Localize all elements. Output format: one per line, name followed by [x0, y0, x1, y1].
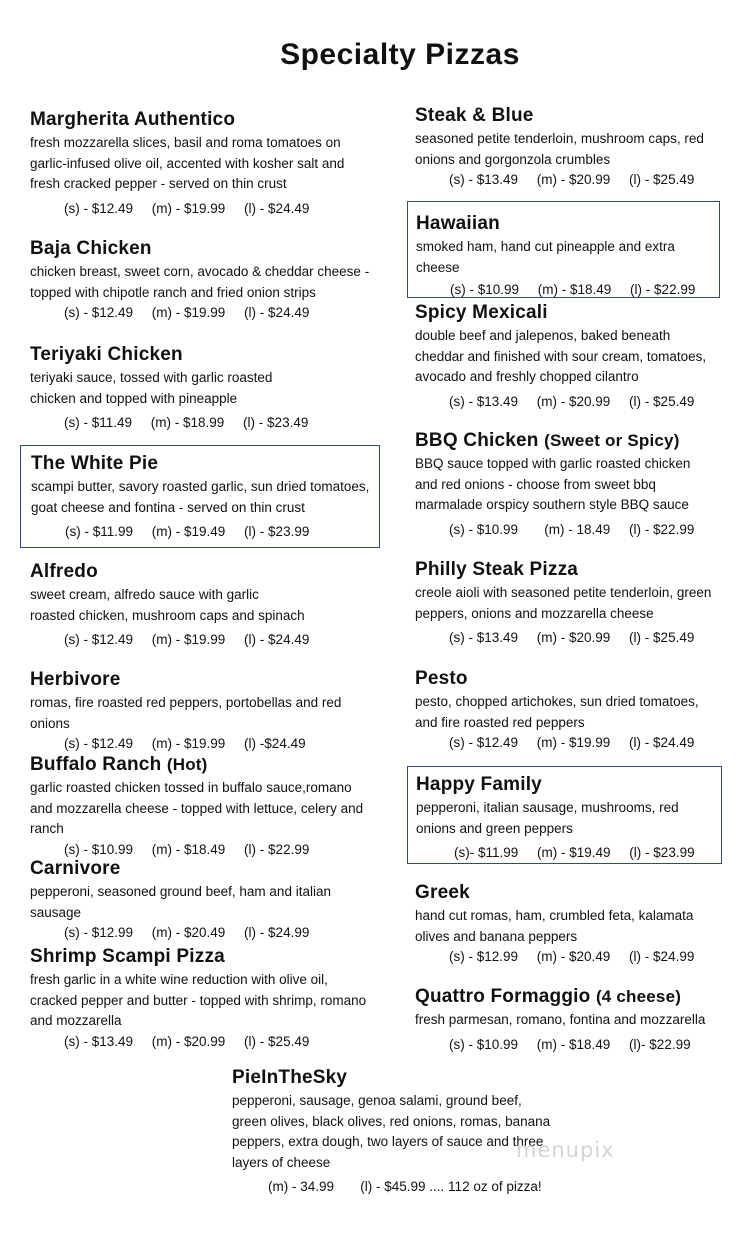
item-prices: (s) - $13.49 (m) - $20.99 (l) - $25.49 — [449, 393, 695, 409]
menu-item-spicy-mexicali — [415, 301, 715, 412]
page-title: Specialty Pizzas — [280, 38, 520, 71]
item-description: garlic roasted chicken tossed in buffalo sauce,romano and mozzarella cheese - topped with lettuce, celery and ranch — [30, 780, 364, 836]
item-description: pepperoni, seasoned ground beef, ham and italian sausage — [30, 884, 331, 920]
item-prices: (s) - $12.99 (m) - $20.49 (l) - $24.99 — [449, 949, 695, 964]
item-prices: (s) - $12.49 (m) - $19.99 (l) - $24.49 — [64, 632, 310, 647]
item-name: PieInTheSky — [232, 1067, 348, 1088]
item-description: romas, fire roasted red peppers, portobellas and red onions — [30, 695, 342, 731]
item-prices: (s) - $11.99 (m) - $19.49 (l) - $23.99 — [65, 524, 310, 539]
menu-item-carnivore — [30, 857, 380, 943]
item-prices: (s) - $13.49 (m) - $20.99 (l) - $25.49 — [449, 172, 695, 187]
item-name: Margherita Authentico — [30, 109, 236, 130]
item-prices: (s) - $12.49 (m) - $19.99 (l) - $24.49 — [64, 305, 310, 320]
watermark: menupix — [516, 1138, 615, 1162]
item-prices: (m) - 34.99 (l) - $45.99 .... 112 oz of pizza! — [268, 1179, 542, 1194]
menu-item-baja-chicken — [30, 237, 370, 323]
item-name: Spicy Mexicali — [415, 302, 548, 323]
item-prices: (s) - $13.49 (m) - $20.99 (l) - $25.49 — [64, 1033, 310, 1049]
item-prices: (s) - $12.49 (m) - $19.99 (l) -$24.49 — [64, 736, 306, 751]
menu-item-happy-family — [407, 766, 722, 864]
item-name: Greek — [415, 882, 470, 903]
menu-item-pesto — [415, 667, 715, 753]
item-name: Quattro Formaggio — [415, 986, 591, 1007]
item-description: sweet cream, alfredo sauce with garlic roasted chicken, mushroom caps and spinach — [30, 587, 305, 623]
item-description: fresh parmesan, romano, fontina and mozzarella — [415, 1012, 706, 1027]
menu-item-white-pie — [20, 445, 380, 548]
item-description: pesto, chopped artichokes, sun dried tomatoes, and fire roasted red peppers — [415, 694, 699, 730]
item-name: Hawaiian — [416, 213, 500, 234]
item-description: pepperoni, italian sausage, mushrooms, red onions and green peppers — [416, 800, 679, 836]
item-description: creole aioli with seasoned petite tenderloin, green peppers, onions and mozzarella cheese — [415, 585, 712, 621]
item-prices: (s) - $13.49 (m) - $20.99 (l) - $25.49 — [449, 630, 695, 645]
item-prices: (s) - $12.99 (m) - $20.49 (l) - $24.99 — [64, 925, 310, 940]
item-name: The White Pie — [31, 453, 159, 474]
menu-item-steak-blue — [415, 104, 715, 190]
menu-item-quattro-formaggio — [415, 985, 735, 1055]
item-name: Buffalo Ranch — [30, 754, 162, 775]
menu-item-shrimp-scampi — [30, 945, 370, 1052]
menu-item-greek — [415, 881, 715, 967]
item-name-note: (4 cheese) — [595, 987, 682, 1006]
item-prices: (s) - $10.99 (m) - $18.49 (l) - $22.99 — [450, 282, 696, 297]
menu-item-buffalo-ranch — [30, 753, 370, 860]
item-prices: (s) - $10.99 (m) - 18.49 (l) - $22.99 — [449, 521, 695, 537]
item-name: Shrimp Scampi Pizza — [30, 946, 225, 967]
item-description: smoked ham, hand cut pineapple and extra cheese — [416, 239, 675, 275]
item-name-note: (Sweet or Spicy) — [544, 431, 680, 450]
item-prices: (s) - $10.99 (m) - $18.49 (l) - $22.99 — [64, 841, 310, 857]
menu-item-teriyaki-chicken — [30, 343, 370, 433]
item-description: fresh mozzarella slices, basil and roma tomatoes on garlic-infused olive oil, accented with kosher salt and fresh cracked pepper - served on thin crust — [30, 135, 345, 191]
menu-item-pie-in-the-sky — [232, 1066, 552, 1197]
menu-item-philly-steak — [415, 558, 715, 648]
item-prices: (s) - $10.99 (m) - $18.49 (l)- $22.99 — [449, 1036, 691, 1052]
item-name: Alfredo — [30, 561, 98, 582]
item-prices: (s) - $11.49 (m) - $18.99 (l) - $23.49 — [64, 415, 309, 430]
item-prices: (s)- $11.99 (m) - $19.49 (l) - $23.99 — [454, 845, 695, 860]
item-name: Carnivore — [30, 858, 121, 879]
item-description: pepperoni, sausage, genoa salami, ground beef, green olives, black olives, red onions, romas, banana peppers, extra dough, two layers of sauce and three layers of cheese — [232, 1093, 551, 1170]
item-name: Teriyaki Chicken — [30, 344, 183, 365]
item-name-note: (Hot) — [166, 755, 208, 774]
item-description: chicken breast, sweet corn, avocado & cheddar cheese - topped with chipotle ranch and fried onion strips — [30, 264, 370, 300]
item-description: hand cut romas, ham, crumbled feta, kalamata olives and banana peppers — [415, 908, 694, 944]
item-prices: (s) - $12.49 (m) - $19.99 (l) - $24.49 — [449, 735, 695, 750]
menu-item-alfredo — [30, 560, 370, 650]
menu-item-herbivore — [30, 668, 380, 754]
item-description: fresh garlic in a white wine reduction with olive oil, cracked pepper and butter - topped with shrimp, romano and mozzarella — [30, 972, 367, 1028]
item-description: double beef and jalepenos, baked beneath cheddar and finished with sour cream, tomatoes, avocado and freshly chopped cilantro — [415, 328, 707, 384]
item-description: scampi butter, savory roasted garlic, sun dried tomatoes, goat cheese and fontina - served on thin crust — [31, 479, 370, 515]
item-name: BBQ Chicken — [415, 430, 539, 451]
item-prices: (s) - $12.49 (m) - $19.99 (l) - $24.49 — [64, 200, 310, 216]
item-name: Herbivore — [30, 669, 121, 690]
item-description: teriyaki sauce, tossed with garlic roasted chicken and topped with pineapple — [30, 370, 273, 406]
item-name: Baja Chicken — [30, 238, 152, 259]
menu-item-margherita — [30, 108, 370, 219]
item-name: Steak & Blue — [415, 105, 534, 126]
item-name: Philly Steak Pizza — [415, 559, 579, 580]
item-description: seasoned petite tenderloin, mushroom caps, red onions and gorgonzola crumbles — [415, 131, 704, 167]
item-name: Pesto — [415, 668, 468, 689]
item-name: Happy Family — [416, 774, 542, 795]
menu-item-bbq-chicken — [415, 429, 715, 540]
menu-item-hawaiian — [407, 201, 720, 298]
item-description: BBQ sauce topped with garlic roasted chicken and red onions - choose from sweet bbq marmalade orspicy southern style BBQ sauce — [415, 456, 691, 512]
